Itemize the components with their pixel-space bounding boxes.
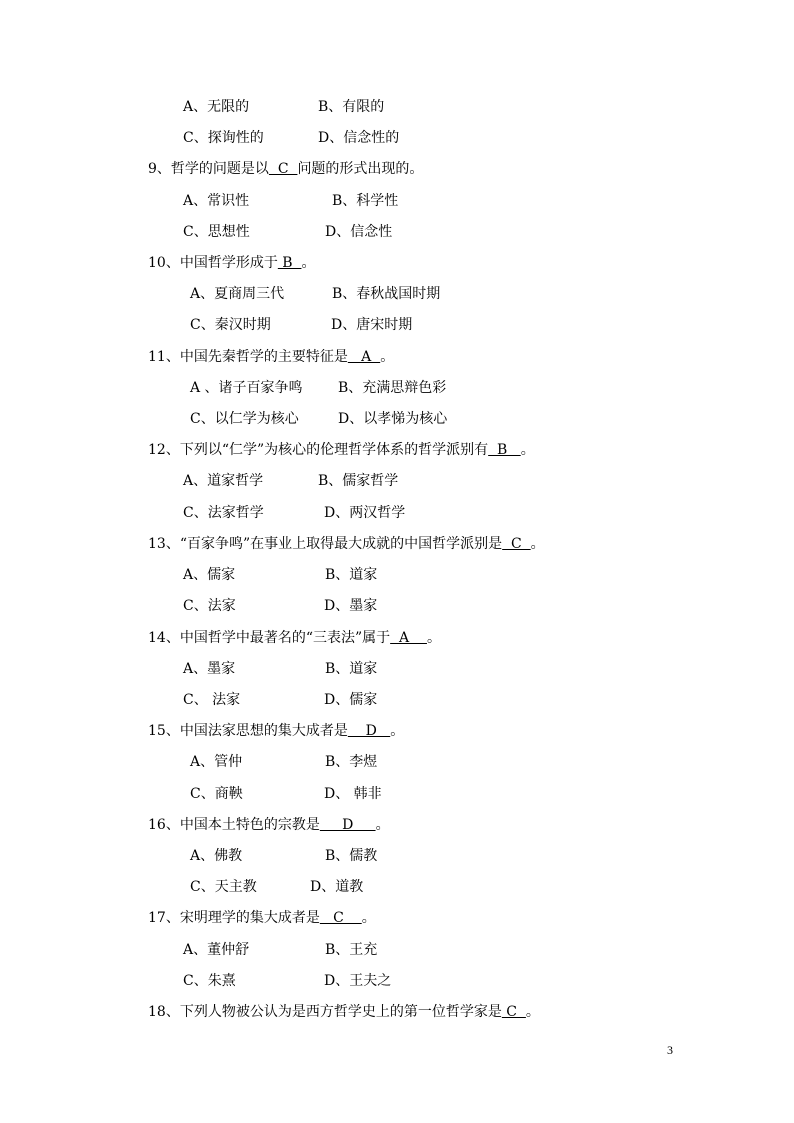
answer-blank: C <box>501 1004 526 1020</box>
option-line: C、商鞅 <box>190 786 243 802</box>
option-line: D、墨家 <box>324 598 378 614</box>
question-line: 10、中国哲学形成于 B 。 <box>148 255 316 271</box>
option-line: C、天主教 <box>190 879 257 895</box>
option-line: C、秦汉时期 <box>190 317 271 333</box>
answer-blank: D <box>319 817 376 833</box>
option-line: C、法家哲学 <box>183 505 264 521</box>
option-line: B、儒家哲学 <box>318 473 399 489</box>
option-line: D、王夫之 <box>324 973 392 989</box>
option-line: D、以孝悌为核心 <box>338 411 448 427</box>
option-line: A、墨家 <box>183 661 236 677</box>
answer-blank: B <box>488 442 521 458</box>
option-line: B、科学性 <box>332 193 399 209</box>
question-line: 14、中国哲学中最著名的“三表法”属于 A 。 <box>148 630 441 646</box>
option-line: C、思想性 <box>183 224 250 240</box>
option-line: B、道家 <box>325 567 378 583</box>
question-line: 9、哲学的问题是以 C 问题的形式出现的。 <box>148 161 424 177</box>
option-line: C、以仁学为核心 <box>190 411 299 427</box>
option-line: B、道家 <box>325 661 378 677</box>
option-line: C、探询性的 <box>183 130 264 146</box>
question-line: 17、宋明理学的集大成者是 C 。 <box>148 910 376 926</box>
option-line: B、李煜 <box>325 754 378 770</box>
question-line: 11、中国先秦哲学的主要特征是 A 。 <box>148 349 395 365</box>
option-line: D、两汉哲学 <box>324 505 406 521</box>
question-line: 18、下列人物被公认为是西方哲学史上的第一位哲学家是 C 。 <box>148 1004 540 1020</box>
answer-blank: C <box>268 161 298 177</box>
answer-blank: C <box>502 536 531 552</box>
question-line: 13、“百家争鸣”在事业上取得最大成就的中国哲学派别是 C 。 <box>148 536 545 552</box>
option-line: B、王充 <box>325 942 378 958</box>
option-line: A、夏商周三代 <box>190 286 285 302</box>
answer-blank: B <box>277 255 302 271</box>
option-line: A、道家哲学 <box>183 473 264 489</box>
question-line: 15、中国法家思想的集大成者是 D 。 <box>148 723 405 739</box>
option-line: C、 法家 <box>183 692 241 708</box>
option-line: D、信念性的 <box>318 130 400 146</box>
option-line: A、常识性 <box>183 193 250 209</box>
option-line: A、管仲 <box>190 754 243 770</box>
option-line: B、有限的 <box>318 99 385 115</box>
page-number: 3 <box>667 1043 673 1057</box>
answer-blank: C <box>319 910 362 926</box>
question-line: 16、中国本土特色的宗教是 D 。 <box>148 817 390 833</box>
option-line: B、儒教 <box>325 848 378 864</box>
option-line: D、信念性 <box>325 224 393 240</box>
option-line: D、儒家 <box>324 692 378 708</box>
option-line: A、无限的 <box>183 99 250 115</box>
option-line: A、儒家 <box>183 567 236 583</box>
option-line: D、唐宋时期 <box>331 317 413 333</box>
answer-blank: A <box>347 349 381 365</box>
option-line: B、春秋战国时期 <box>332 286 441 302</box>
question-line: 12、下列以“仁学”为核心的伦理哲学体系的哲学派别有 B 。 <box>148 442 535 458</box>
option-line: A、佛教 <box>190 848 243 864</box>
option-line: A、董仲舒 <box>183 942 250 958</box>
option-line: C、法家 <box>183 598 236 614</box>
answer-blank: D <box>347 723 391 739</box>
option-line: C、朱熹 <box>183 973 236 989</box>
option-line: B、充满思辩色彩 <box>338 380 447 396</box>
answer-blank: A <box>390 630 427 646</box>
option-line: A 、诸子百家争鸣 <box>190 380 303 396</box>
option-line: D、 韩非 <box>324 786 382 802</box>
option-line: D、道教 <box>310 879 364 895</box>
